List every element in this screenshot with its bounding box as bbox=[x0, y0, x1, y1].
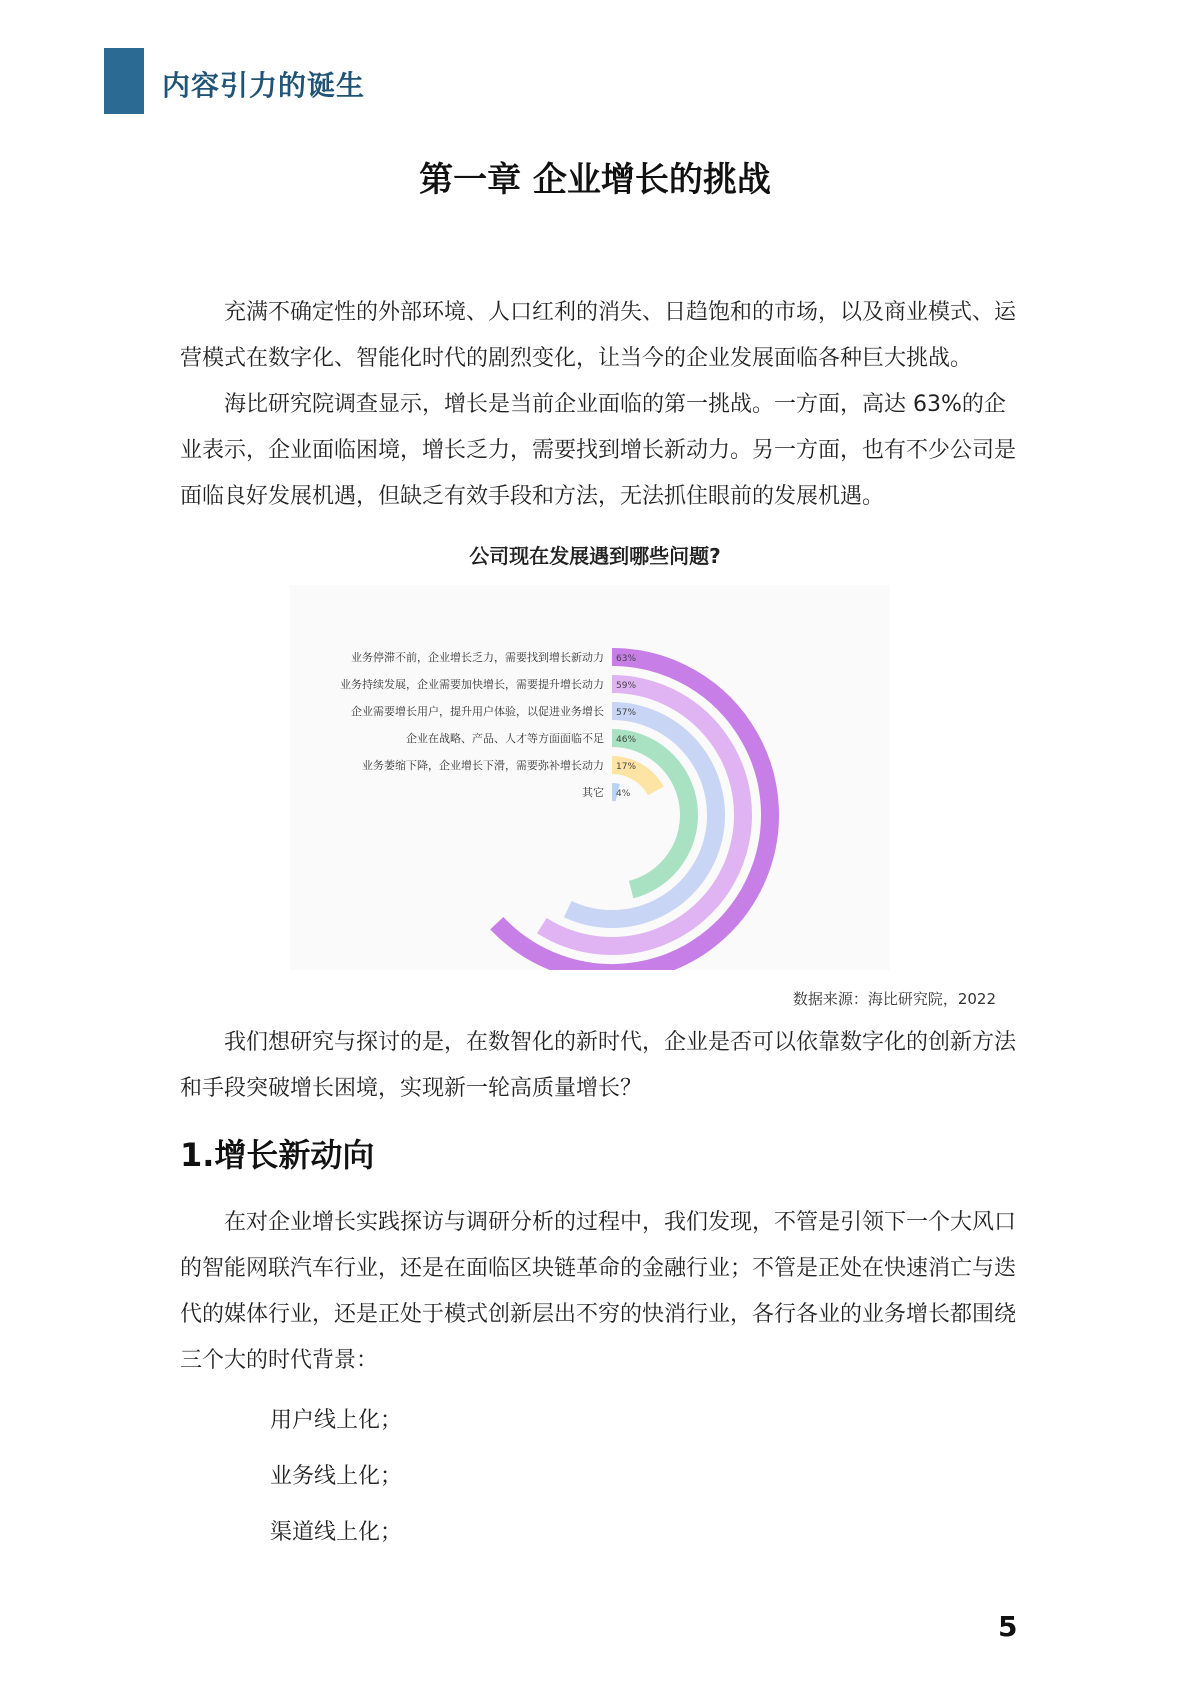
chart-value-label: 4% bbox=[616, 789, 631, 799]
chart-category-label: 业务萎缩下降，企业增长下滑，需要弥补增长动力 bbox=[362, 759, 604, 772]
chart-source: 数据来源：海比研究院，2022 bbox=[792, 990, 996, 1008]
paragraph-4: 在对企业增长实践探访与调研分析的过程中，我们发现，不管是引领下一个大风口的智能网联汽车行业，还是在面临区块链革命的金融行业；不管是正处在快速消亡与迭代的媒体行业，还是正处于模式创新层出不穷的快消行业，各行各业的业务增长都围绕三个大的时代背景： bbox=[180, 1210, 1017, 1373]
running-header-title: 内容引力的诞生 bbox=[162, 69, 366, 102]
chart-title: 公司现在发展遇到哪些问题? bbox=[469, 544, 721, 568]
chart-value-label: 57% bbox=[616, 708, 637, 718]
chart-category-label: 业务持续发展，企业需要加快增长，需要提升增长动力 bbox=[340, 678, 604, 691]
chart-category-label: 企业需要增长用户，提升用户体验，以促进业务增长 bbox=[351, 705, 604, 718]
paragraph-3: 我们想研究与探讨的是，在数智化的新时代，企业是否可以依靠数字化的创新方法和手段突破增长困境，实现新一轮高质量增长？ bbox=[180, 1030, 1017, 1101]
paragraph-1: 充满不确定性的外部环境、人口红利的消失、日趋饱和的市场，以及商业模式、运营模式在数字化、智能化时代的剧烈变化，让当今的企业发展面临各种巨大挑战。 bbox=[180, 300, 1017, 371]
header-accent-bar bbox=[104, 48, 144, 114]
chart-area bbox=[290, 585, 890, 970]
chart-value-label: 46% bbox=[616, 735, 637, 745]
page-number: 5 bbox=[998, 1610, 1018, 1643]
chart-value-label: 63% bbox=[616, 654, 637, 664]
list-item: 业务线上化； bbox=[270, 1464, 403, 1489]
chart-value-label: 17% bbox=[616, 762, 637, 772]
chart-category-label: 业务停滞不前，企业增长乏力，需要找到增长新动力 bbox=[351, 651, 604, 664]
chart-value-label: 59% bbox=[616, 681, 637, 691]
radial-bar-chart bbox=[290, 585, 890, 970]
list-item: 渠道线上化； bbox=[270, 1520, 403, 1545]
section-title: 1.增长新动向 bbox=[180, 1136, 375, 1174]
paragraph-2: 海比研究院调查显示，增长是当前企业面临的第一挑战。一方面，高达 63%的企业表示，企业面临困境，增长乏力，需要找到增长新动力。另一方面，也有不少公司是面临良好发展机遇，但缺乏有效手段和方法，无法抓住眼前的发展机遇。 bbox=[180, 392, 1017, 509]
chapter-title: 第一章 企业增长的挑战 bbox=[419, 160, 771, 200]
list-item: 用户线上化； bbox=[270, 1408, 403, 1433]
chart-category-label: 其它 bbox=[582, 786, 604, 799]
chart-category-label: 企业在战略、产品、人才等方面面临不足 bbox=[406, 732, 604, 745]
